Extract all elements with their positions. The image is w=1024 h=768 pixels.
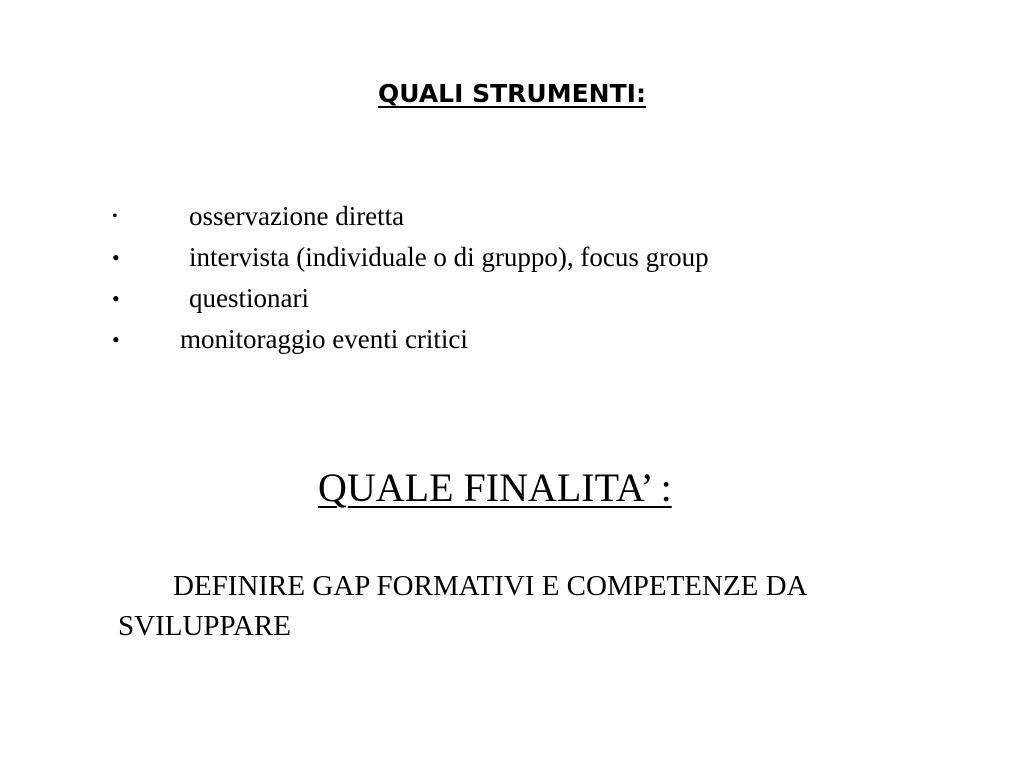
bullet-icon: • [112, 286, 120, 311]
purpose-text: DEFINIRE GAP FORMATIVI E COMPETENZE DA SVILUPPARE [118, 570, 806, 642]
bullet-icon: • [112, 208, 118, 225]
heading-purpose: QUALE FINALITA’ : [318, 465, 672, 510]
list-item-text: questionari [189, 283, 309, 313]
bullet-icon: • [112, 327, 120, 352]
list-item-text: intervista (individuale o di gruppo), focus group [189, 242, 709, 272]
heading-tools: QUALI STRUMENTI: [378, 79, 646, 108]
bullet-icon: • [112, 245, 120, 270]
list-item-text: osservazione diretta [189, 201, 405, 231]
list-item-text: monitoraggio eventi critici [180, 324, 468, 354]
